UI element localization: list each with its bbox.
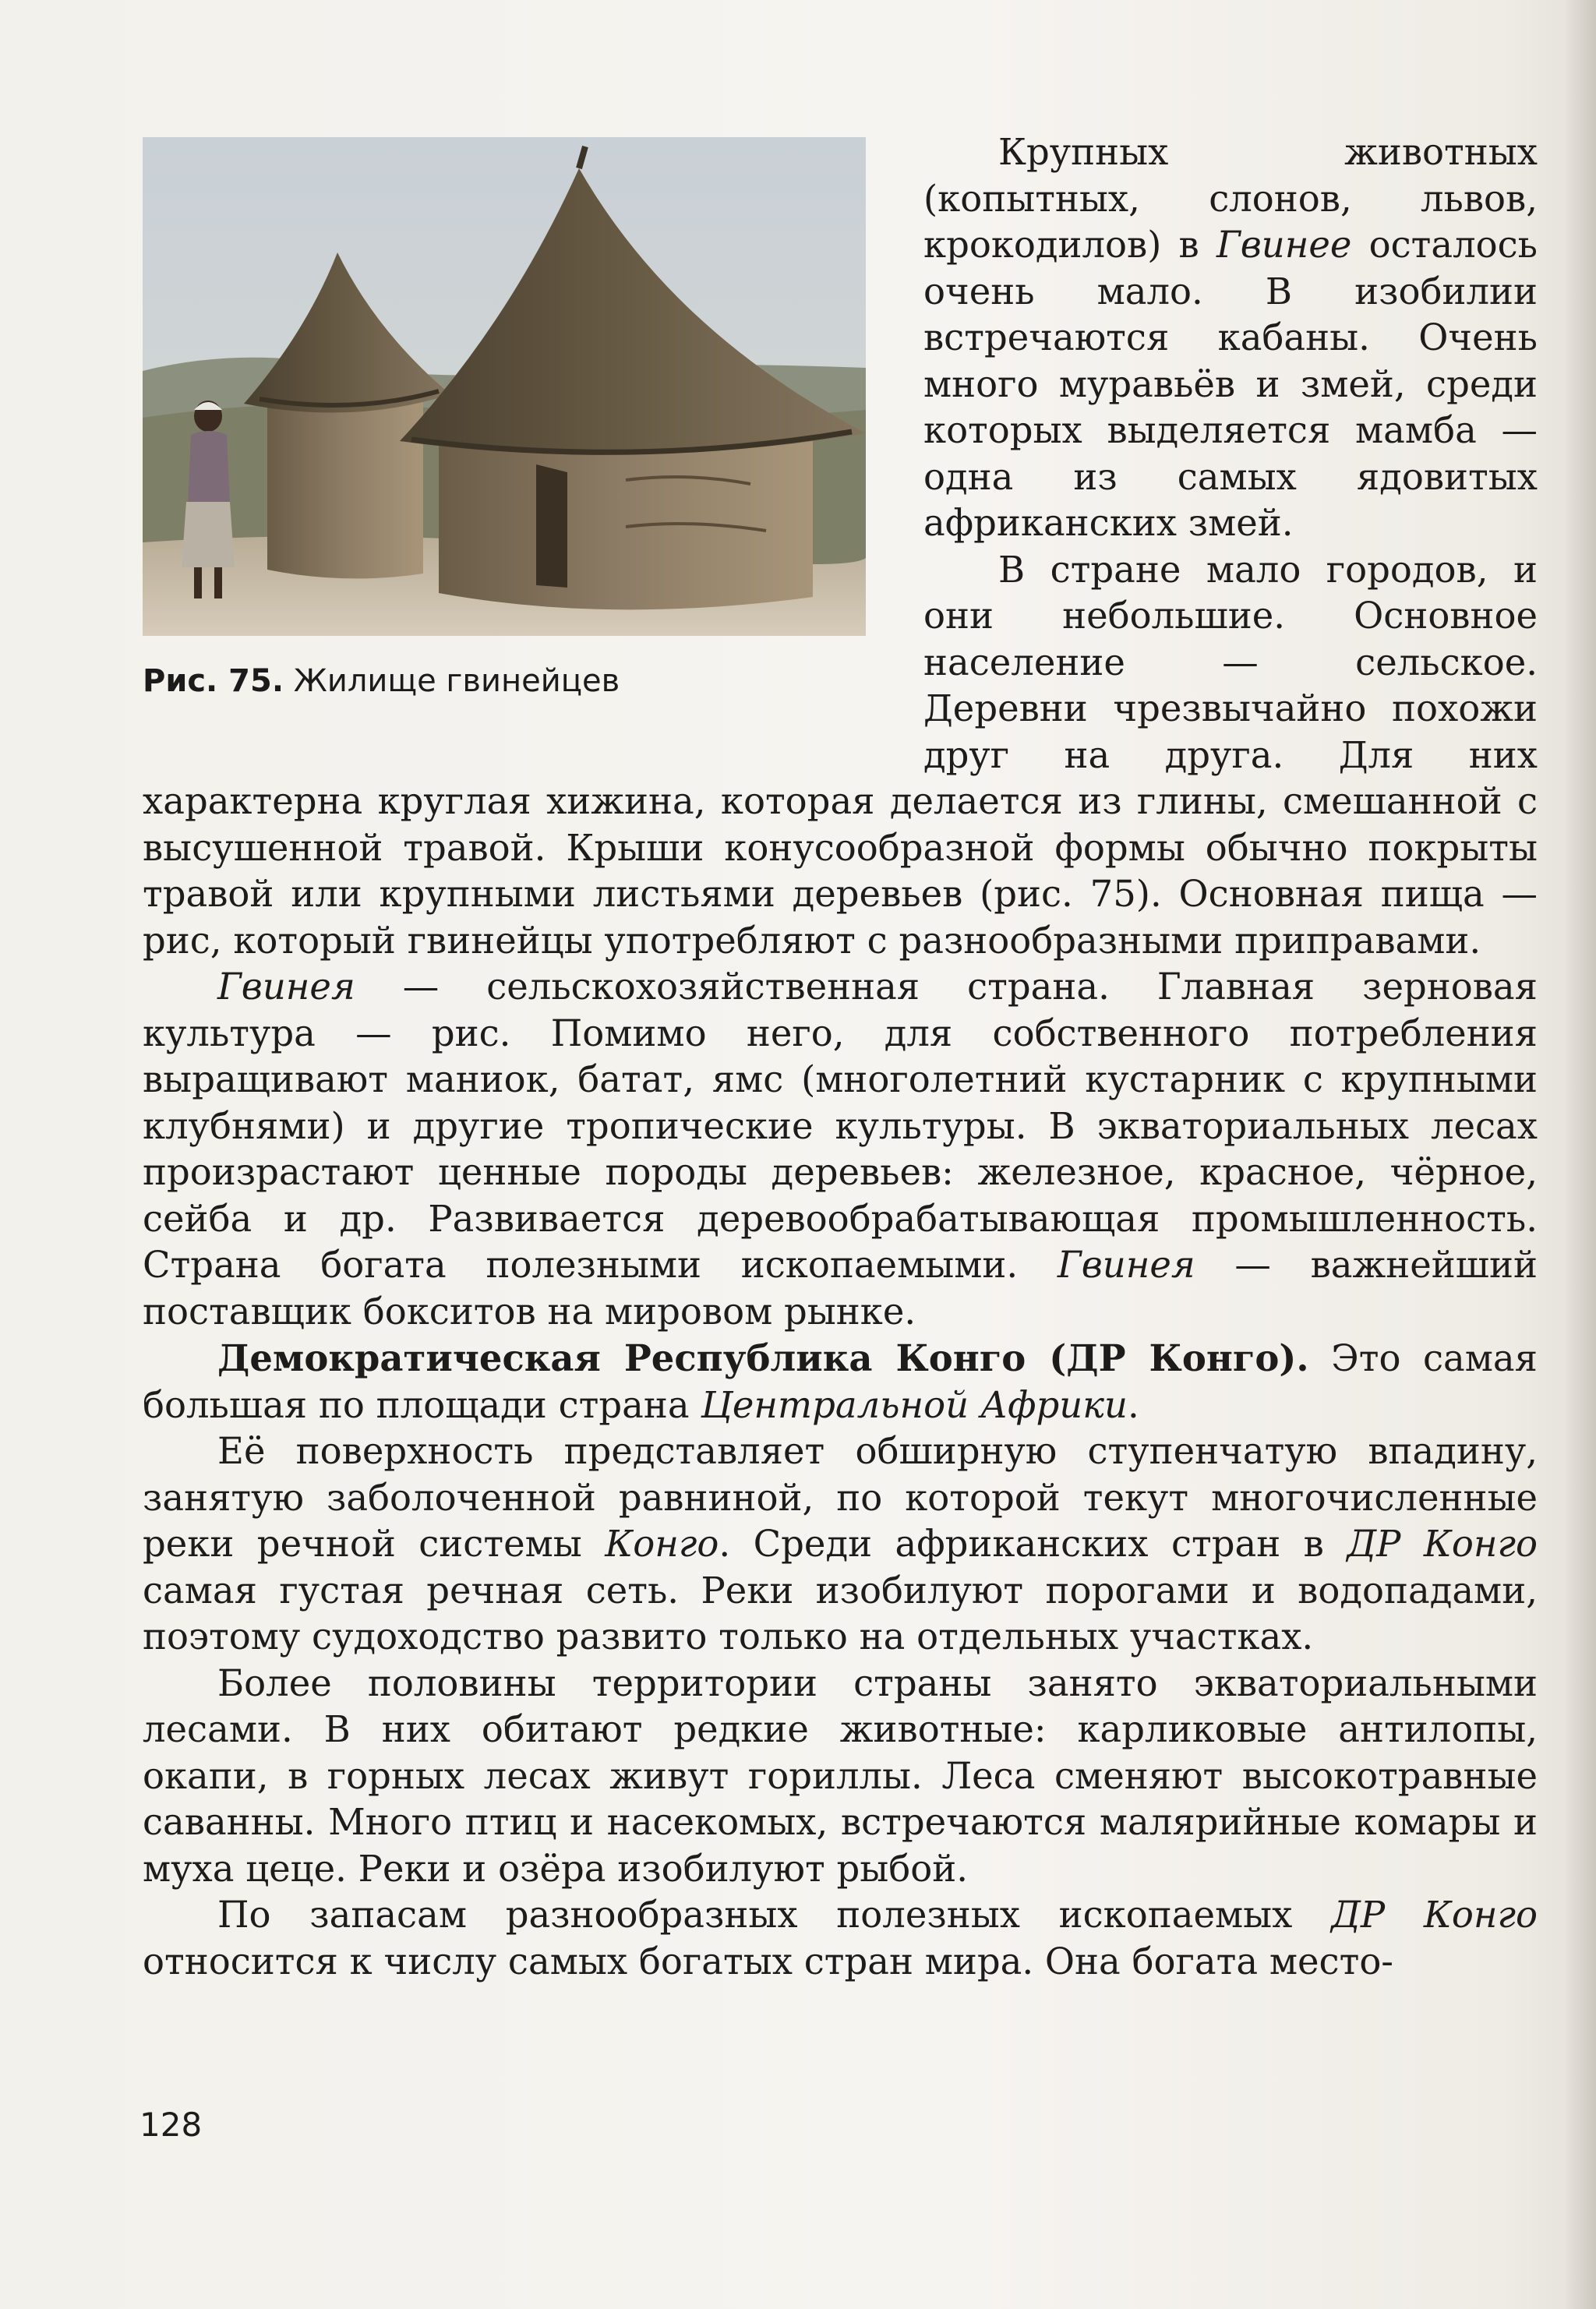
text-run: Более половины территории страны занято экваториальными лесами. В них обитают редкие животные: карликовые антилопы, окапи, в горных лесах живут гориллы. Леса сменяют высокотравные саванны. Много птиц и насекомых, встречаются малярийные комары и муха цеце. Реки и озёра изобилуют рыбой. bbox=[143, 1661, 1538, 1890]
paragraph-drc-intro bbox=[143, 1335, 1538, 1428]
body-text bbox=[143, 129, 1538, 1985]
text-run: — важнейший поставщик бокситов на мировом рынке. bbox=[143, 1244, 1538, 1333]
text-run: Крупных животных (копытных, слонов, львов, крокодилов) в bbox=[923, 131, 1538, 266]
text-run: — сельскохозяйственная страна. Главная зерновая культура — рис. Помимо него, для собственного потребления выращивают маниок, батат, ямс (многолетний кустарник с крупными клубнями) и другие тропические культуры. В экваториальных лесах произрастают ценные породы деревьев: железное, красное, чёрное, сейба и др. Развивается деревообрабатывающая промышленность. Страна богата полезными ископаемыми. bbox=[143, 966, 1538, 1286]
figure-label: Рис. 75. bbox=[143, 663, 284, 699]
text-run: По запасам разнообразных полезных ископаемых bbox=[217, 1894, 1332, 1936]
text-run-italic: Гвинее bbox=[1216, 224, 1352, 266]
text-run: В стране мало городов, и они небольшие. Основное население — сельское. Деревни чрезвычайно похожи друг на друга. Для них характерна круглая хижина, которая делается из глины, смешанной с высушенной травой. Крыши конусообразной формы обычно покрыты травой или крупными листьями деревьев (рис. 75). Основная пища — рис, который гвинейцы употребляют с разнообразными приправами. bbox=[143, 548, 1538, 962]
text-run: самая густая речная сеть. Реки изобилуют порогами и водопадами, поэтому судоходство развито только на отдельных участках. bbox=[143, 1569, 1538, 1658]
text-run-italic: Гвинея bbox=[1057, 1244, 1195, 1286]
text-run-italic: Конго bbox=[605, 1523, 719, 1565]
text-run: Это самая большая по площади страна bbox=[143, 1337, 1538, 1426]
text-run: . Среди африканских стран в bbox=[719, 1523, 1347, 1565]
section-heading: Демократическая Республика Конго (ДР Конго). bbox=[217, 1336, 1309, 1379]
figure-float-spacer bbox=[143, 129, 923, 753]
text-run: Её поверхность представляет обширную ступенчатую впадину, занятую заболоченной равниной, по которой текут многочисленные реки речной системы bbox=[143, 1430, 1538, 1565]
text-run-italic: ДР Конго bbox=[1331, 1894, 1538, 1936]
text-run-italic: Центральной Африки bbox=[701, 1383, 1128, 1426]
text-run: осталось очень мало. В изобилии встречаются кабаны. Очень много муравьёв и змей, среди которых выделяется мамба — одна из самых ядовитых африканских змей. bbox=[923, 224, 1538, 544]
text-run: относится к числу самых богатых стран мира. Она богата место- bbox=[143, 1940, 1394, 1982]
paragraph-drc-minerals bbox=[143, 1892, 1538, 1985]
text-run: . bbox=[1127, 1383, 1139, 1426]
figure-caption-text: Жилище гвинейцев bbox=[284, 663, 620, 699]
text-run-italic: Гвинея bbox=[217, 966, 355, 1008]
paragraph-agriculture bbox=[143, 964, 1538, 1335]
paragraph-drc-forests bbox=[143, 1661, 1538, 1893]
paragraph-drc-surface bbox=[143, 1428, 1538, 1661]
page-number: 128 bbox=[139, 2106, 203, 2144]
text-run-italic: ДР Конго bbox=[1347, 1523, 1538, 1565]
page-spine-shadow bbox=[1565, 0, 1596, 2309]
